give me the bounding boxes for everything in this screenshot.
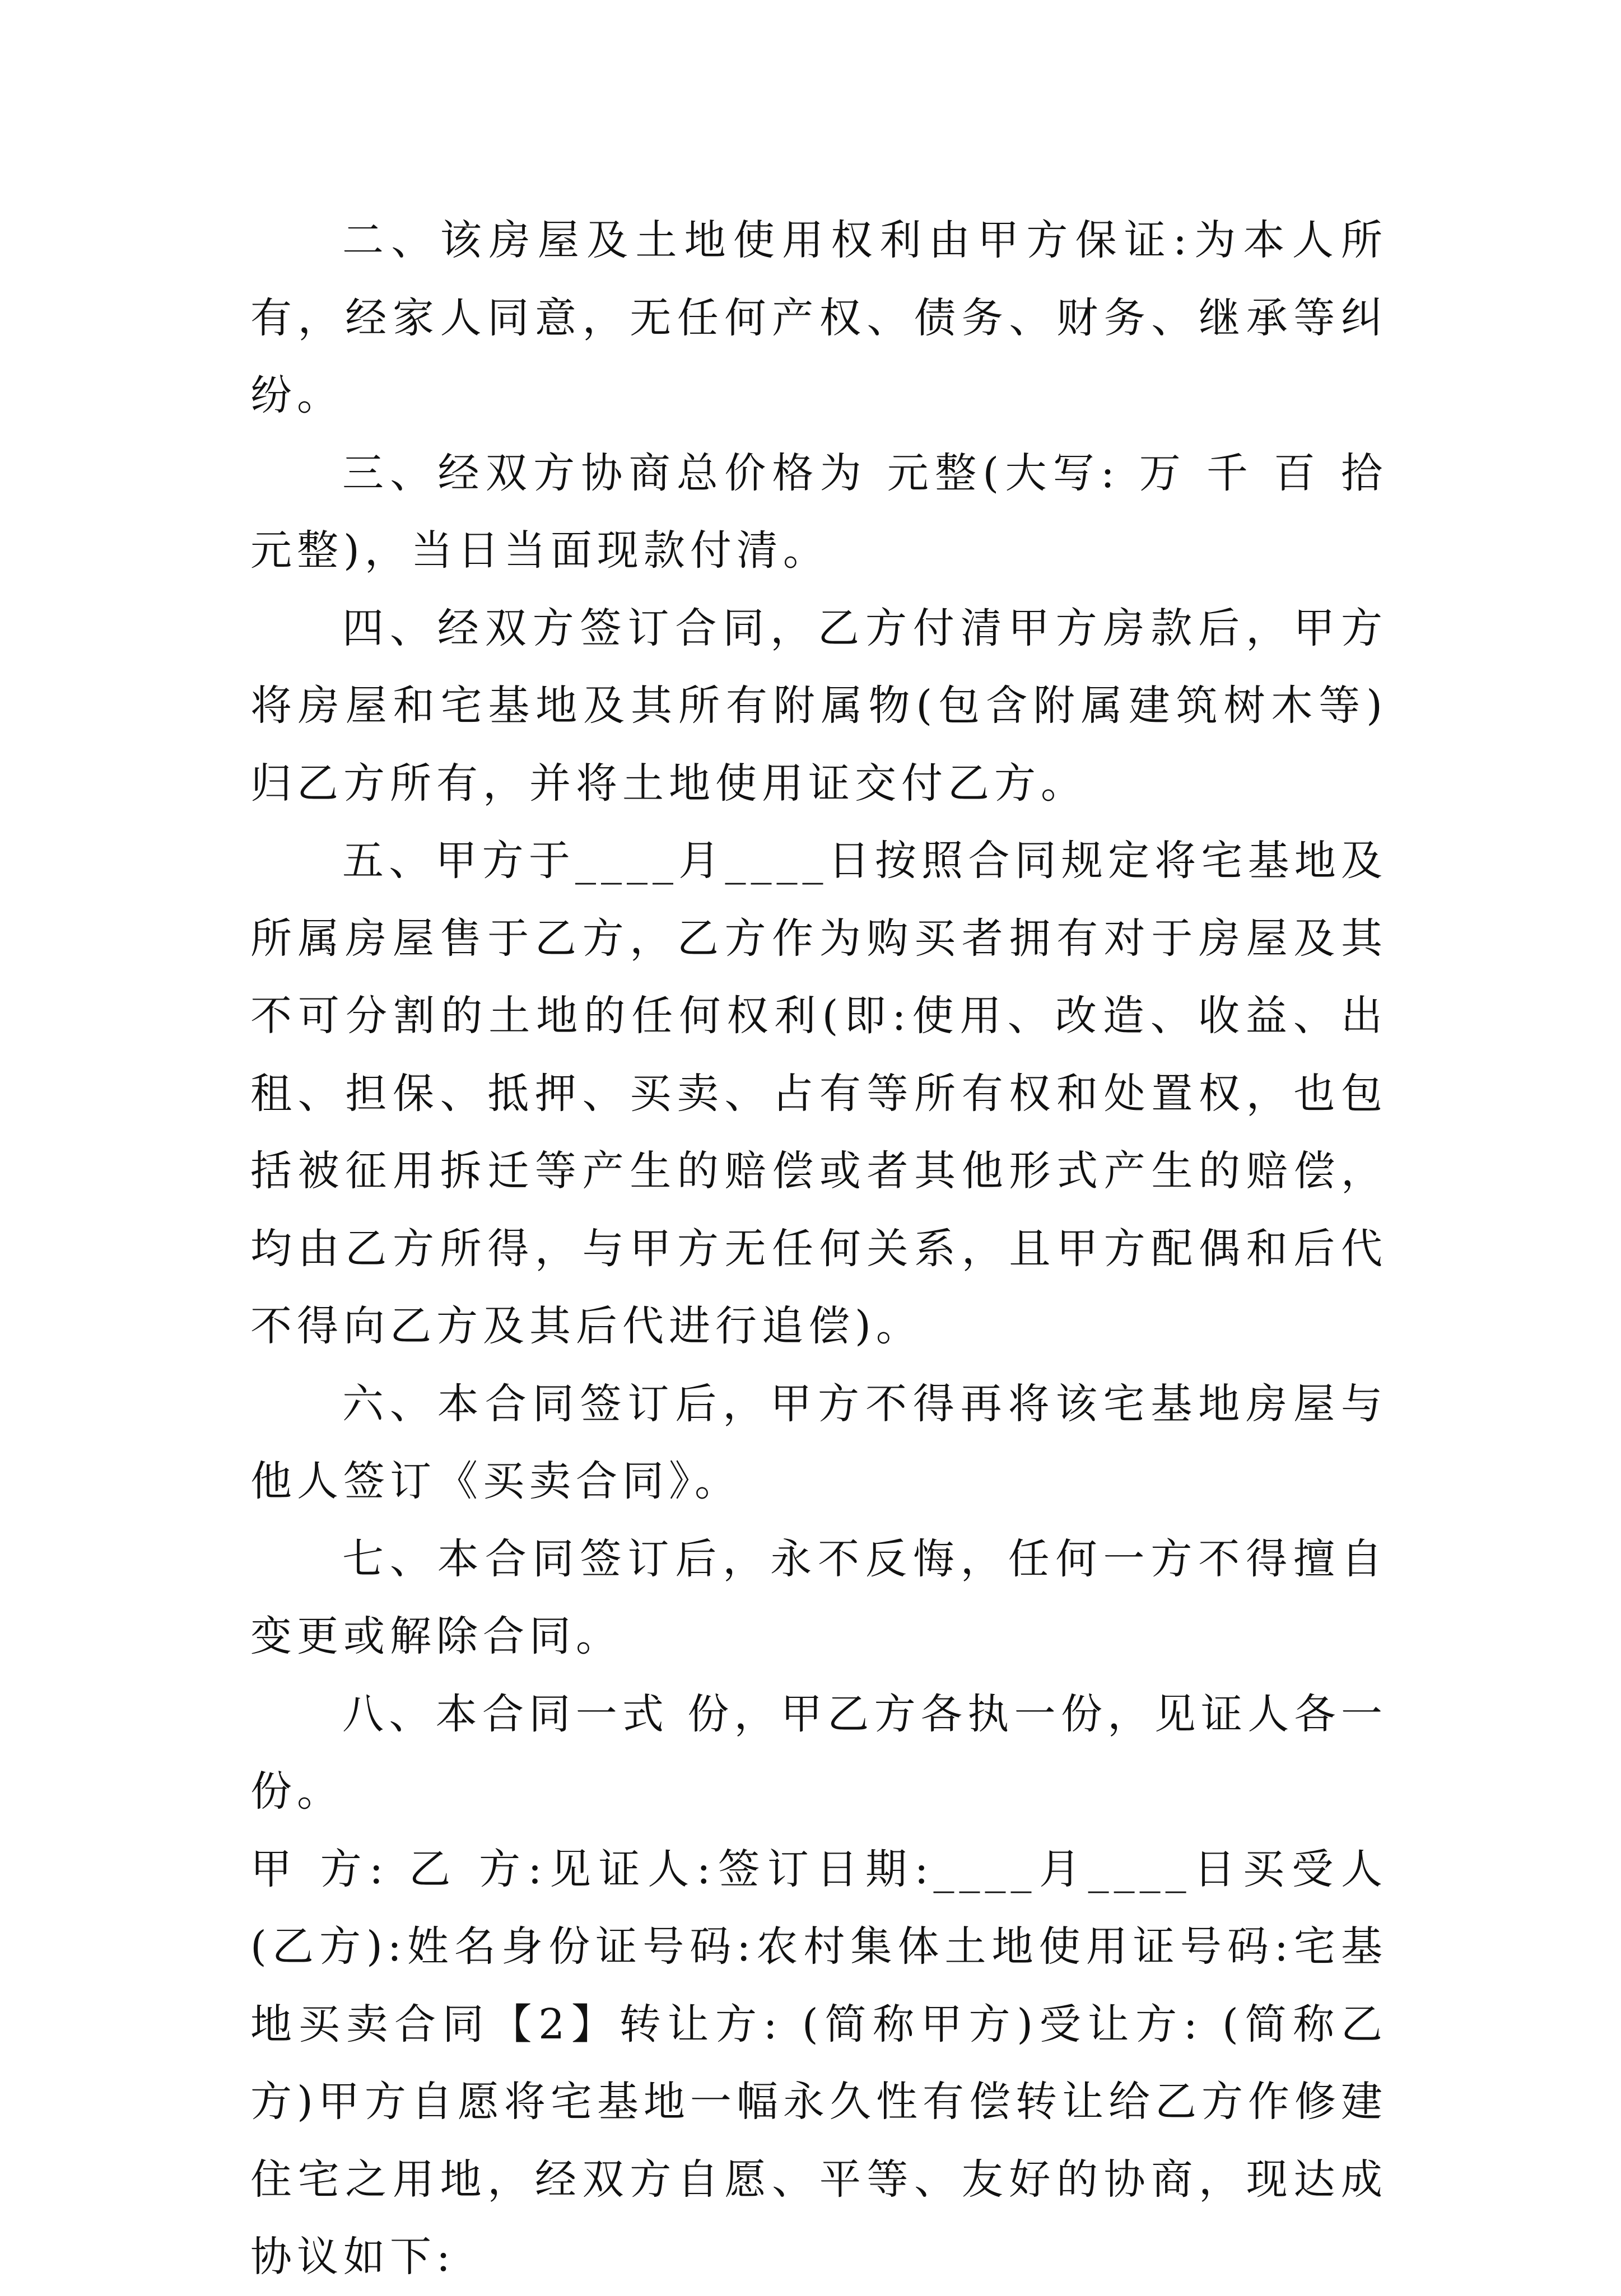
signature-and-next-contract-paragraph: 甲 方: 乙 方:见证人:签订日期:____月____日买受人(乙方):姓名身份证号码:农村集体土地使用证号码:宅基地买卖合同【2】转让方: (简称甲方)受让方: (简称乙方)甲方自愿将宅基地一幅永久性有偿转让给乙方作修建住宅之用地，经双方自愿、平等、友好的协商，现达成协议如下: — [250, 1845, 1387, 2281]
document-body — [250, 202, 1387, 2296]
clause-7-paragraph: 七、本合同签订后，永不反悔，任何一方不得擅自变更或解除合同。 — [250, 1534, 1387, 1660]
clause-8-paragraph: 八、本合同一式 份，甲乙方各执一份，见证人各一份。 — [250, 1690, 1387, 1816]
clause-5-paragraph: 五、甲方于____月____日按照合同规定将宅基地及所属房屋售于乙方，乙方作为购买者拥有对于房屋及其不可分割的土地的任何权利(即:使用、改造、收益、出租、担保、抵押、买卖、占有等所有权和处置权，也包括被征用拆迁等产生的赔偿或者其他形式产生的赔偿，均由乙方所得，与甲方无任何关系，且甲方配偶和后代不得向乙方及其后代进行追偿)。 — [250, 837, 1387, 1350]
clause-2-paragraph: 二、该房屋及土地使用权利由甲方保证:为本人所有，经家人同意，无任何产权、债务、财务、继承等纠纷。 — [250, 216, 1387, 419]
clause-3-paragraph: 三、经双方协商总价格为 元整(大写: 万 千 百 拾 元整)，当日当面现款付清。 — [250, 449, 1387, 575]
clause-6-paragraph: 六、本合同签订后，甲方不得再将该宅基地房屋与他人签订《买卖合同》。 — [250, 1379, 1387, 1505]
clause-4-paragraph: 四、经双方签订合同，乙方付清甲方房款后，甲方将房屋和宅基地及其所有附属物(包含附属建筑树木等)归乙方所有，并将土地使用证交付乙方。 — [250, 604, 1387, 808]
